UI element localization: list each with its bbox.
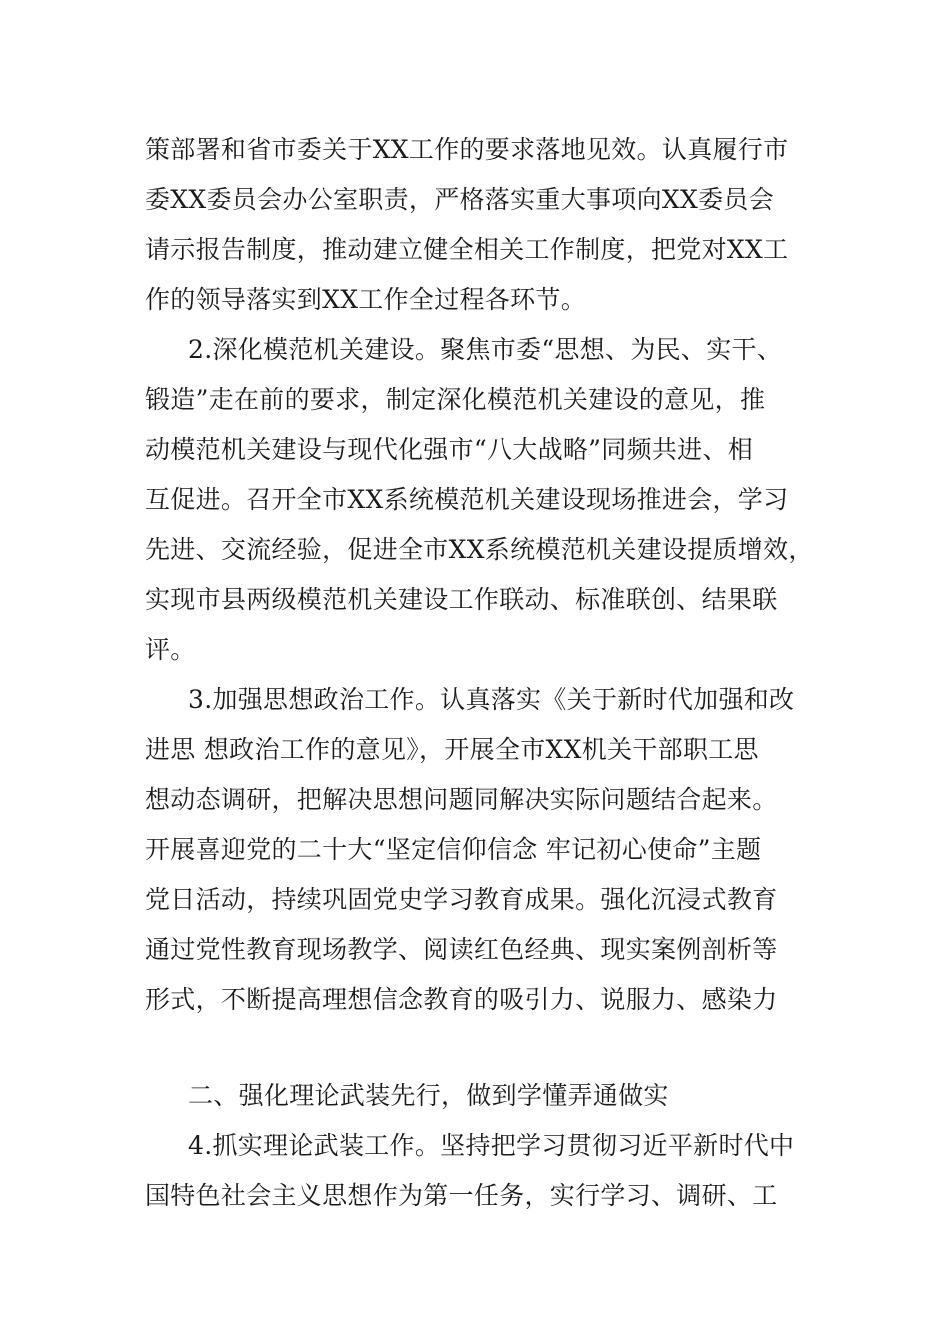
text-line: 作的领导落实到XX工作全过程各环节。 [145,285,586,314]
text-line: 想动态调研，把解决思想问题同解决实际问题结合起来。 [145,785,778,814]
text-line: 策部署和省市委关于XX工作的要求落地见效。认真履行市 [145,135,789,164]
text-line: 请示报告制度，推动建立健全相关工作制度，把党对XX工 [145,235,789,264]
text-line: 实现市县两级模范机关建设工作联动、标准联创、结果联 [145,585,778,614]
text-line: 动模范机关建设与现代化强市“八大战略”同频共进、相 [145,435,754,464]
text-line: 通过党性教育现场教学、阅读红色经典、现实案例剖析等 [145,935,778,964]
text-line: 党日活动，持续巩固党史学习教育成果。强化沉浸式教育 [145,885,778,914]
text-line: 先进、交流经验，促进全市XX系统模范机关建设提质增效， [145,535,814,564]
paragraph-heading-3: 3.加强思想政治工作。认真落实《关于新时代加强和改 [188,685,795,714]
section-heading: 二、强化理论武装先行，做到学懂弄通做实 [188,1081,669,1110]
text-line: 形式，不断提高理想信念教育的吸引力、说服力、感染力 [145,985,778,1014]
text-line: 进思 想政治工作的意见》，开展全市XX机关干部职工思 [145,735,759,764]
text-line: 开展喜迎党的二十大“坚定信仰信念 牢记初心使命”主题 [145,835,762,864]
text-line: 评。 [145,635,196,664]
paragraph-heading-2: 2.深化模范机关建设。聚焦市委“思想、为民、实干、 [188,335,783,364]
text-line: 锻造”走在前的要求，制定深化模范机关建设的意见，推 [145,385,766,414]
text-line: 委XX委员会办公室职责，严格落实重大事项向XX委员会 [145,185,774,214]
text-line: 国特色社会主义思想作为第一任务，实行学习、调研、工 [145,1181,778,1210]
text-line: 互促进。召开全市XX系统模范机关建设现场推进会，学习 [145,485,789,514]
paragraph-heading-4: 4.抓实理论武装工作。坚持把学习贯彻习近平新时代中 [188,1131,795,1160]
